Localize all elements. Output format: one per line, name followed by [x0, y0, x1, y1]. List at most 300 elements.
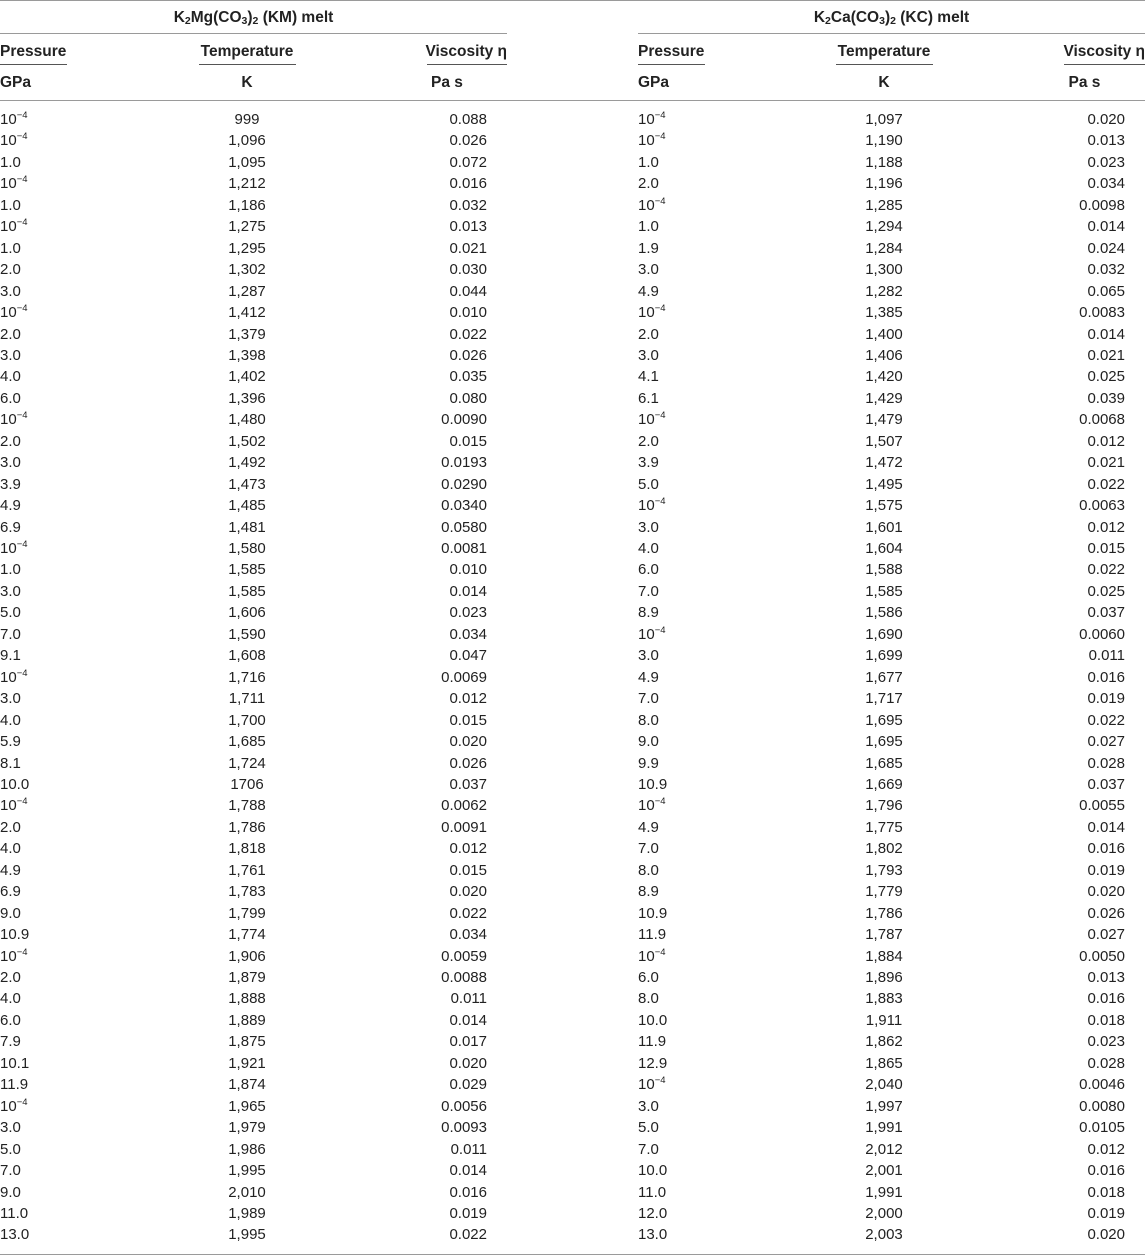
pressure-cell: $10^{-4}$ [0, 796, 28, 815]
pressure-cell: 1.0 [638, 218, 659, 236]
temperature-header: Temperature [200, 43, 294, 60]
pressure-cell: 10.0 [638, 1011, 668, 1029]
viscosity-cell: 0.0059 [441, 947, 487, 965]
viscosity-cell: 0.027 [1087, 733, 1125, 751]
pressure-header: Pressure [638, 43, 705, 60]
pressure-cell: $10^{-4}$ [638, 195, 666, 214]
temperature-cell: 1,700 [228, 711, 266, 729]
temperature-cell: 1,875 [228, 1033, 266, 1051]
viscosity-cell: 0.017 [449, 1033, 487, 1051]
pressure-cell: 6.1 [638, 389, 659, 407]
viscosity-cell: 0.029 [449, 1076, 487, 1094]
pressure-header: Pressure [0, 43, 67, 60]
pressure-cell: 1.9 [638, 239, 659, 257]
viscosity-cell: 0.037 [1087, 604, 1125, 622]
viscosity-cell: 0.022 [449, 1226, 487, 1244]
viscosity-cell: 0.021 [1087, 346, 1125, 364]
viscosity-header-underline [1064, 64, 1145, 65]
viscosity-cell: 0.0056 [441, 1097, 487, 1115]
temperature-cell: 1,802 [865, 840, 903, 858]
viscosity-cell: 0.019 [1087, 861, 1125, 879]
viscosity-cell: 0.020 [449, 733, 487, 751]
pressure-cell: 7.0 [638, 582, 659, 600]
viscosity-cell: 0.018 [1087, 1011, 1125, 1029]
viscosity-cell: 0.021 [1087, 454, 1125, 472]
pressure-cell: 5.0 [0, 604, 21, 622]
viscosity-cell: 0.019 [1087, 1204, 1125, 1222]
viscosity-cell: 0.0069 [441, 668, 487, 686]
temperature-cell: 1,690 [865, 625, 903, 643]
temperature-cell: 1,991 [865, 1119, 903, 1137]
viscosity-cell: 0.0055 [1079, 797, 1125, 815]
temperature-header-underline [836, 64, 933, 65]
temperature-cell: 1,492 [228, 454, 266, 472]
pressure-cell: 1.0 [0, 196, 21, 214]
viscosity-cell: 0.022 [1087, 561, 1125, 579]
viscosity-unit: Pa s [431, 74, 463, 91]
viscosity-cell: 0.012 [449, 840, 487, 858]
viscosity-cell: 0.014 [449, 582, 487, 600]
temperature-cell: 1,796 [865, 797, 903, 815]
temperature-cell: 1,896 [865, 969, 903, 986]
pressure-cell: 2.0 [0, 325, 21, 343]
temperature-cell: 1,783 [228, 883, 266, 901]
pressure-cell: 3.0 [0, 282, 21, 300]
pressure-cell: 9.0 [638, 733, 659, 751]
pressure-cell: $10^{-4}$ [638, 410, 666, 429]
viscosity-cell: 0.013 [449, 218, 487, 236]
temperature-cell: 1,285 [865, 196, 903, 214]
pressure-cell: 3.9 [0, 475, 21, 493]
pressure-cell: 11.9 [638, 1033, 667, 1051]
pressure-cell: 7.0 [0, 1162, 21, 1180]
viscosity-cell: 0.024 [1087, 239, 1125, 257]
viscosity-cell: 0.026 [449, 346, 487, 364]
temperature-cell: 1,097 [865, 111, 903, 128]
temperature-cell: 1,989 [228, 1204, 266, 1222]
viscosity-cell: 0.026 [449, 132, 487, 150]
viscosity-cell: 0.018 [1087, 1183, 1125, 1201]
temperature-cell: 1,188 [865, 153, 903, 171]
viscosity-cell: 0.0105 [1079, 1119, 1125, 1137]
temperature-cell: 1,590 [228, 625, 266, 643]
pressure-cell: 7.0 [638, 690, 659, 708]
temperature-cell: 1,986 [228, 1140, 266, 1158]
pressure-cell: 7.0 [638, 840, 659, 858]
pressure-cell: 4.9 [638, 282, 659, 300]
pressure-cell: 11.9 [0, 1076, 29, 1094]
temperature-cell: 1,502 [228, 432, 266, 450]
table-title-1: $K_2Mg(CO_3)_2$ (KM) melt [173, 9, 334, 27]
temperature-cell: 1,095 [228, 153, 266, 171]
pressure-cell: 3.0 [0, 690, 21, 708]
pressure-cell: 3.9 [638, 454, 659, 472]
temperature-cell: 1,212 [228, 175, 266, 193]
temperature-cell: 1,669 [865, 775, 903, 793]
temperature-cell: 1,995 [228, 1162, 266, 1180]
viscosity-cell: 0.015 [449, 711, 487, 729]
title-rule-2 [638, 33, 1145, 34]
pressure-unit: GPa [0, 74, 32, 91]
pressure-cell: 2.0 [638, 325, 659, 343]
temperature-cell: 1,921 [228, 1054, 266, 1072]
bottom-rule [0, 1254, 1145, 1255]
temperature-cell: 1,717 [865, 690, 903, 708]
viscosity-cell: 0.0098 [1079, 196, 1125, 214]
temperature-cell: 2,012 [865, 1140, 903, 1158]
temperature-cell: 1,585 [865, 582, 903, 600]
viscosity-cell: 0.034 [449, 625, 487, 643]
viscosity-cell: 0.013 [1087, 132, 1125, 150]
viscosity-cell: 0.013 [1087, 969, 1125, 986]
viscosity-cell: 0.044 [449, 282, 487, 300]
pressure-cell: 4.0 [0, 711, 21, 729]
pressure-cell: 11.0 [638, 1183, 667, 1201]
pressure-cell: 3.0 [0, 582, 21, 600]
temperature-cell: 1,685 [228, 733, 266, 751]
viscosity-cell: 0.026 [1087, 904, 1125, 922]
viscosity-cell: 0.012 [1087, 432, 1125, 450]
viscosity-cell: 0.012 [1087, 1140, 1125, 1158]
pressure-cell: 2.0 [638, 175, 659, 193]
pressure-cell: 6.0 [638, 969, 659, 986]
temperature-cell: 1,906 [228, 947, 266, 965]
pressure-cell: 3.0 [638, 647, 659, 665]
pressure-cell: 4.0 [638, 540, 659, 557]
pressure-cell: 13.0 [0, 1226, 30, 1244]
temperature-cell: 1,699 [865, 647, 903, 665]
viscosity-cell: 0.030 [449, 261, 487, 279]
temperature-header: Temperature [837, 43, 931, 60]
pressure-cell: $10^{-4}$ [638, 131, 666, 150]
pressure-cell: 5.9 [0, 733, 21, 751]
pressure-cell: $10^{-4}$ [0, 1096, 28, 1115]
temperature-cell: 1,284 [865, 239, 903, 257]
viscosity-cell: 0.034 [449, 926, 487, 944]
temperature-cell: 1,911 [865, 1011, 903, 1029]
pressure-cell: 4.0 [0, 840, 21, 858]
temperature-cell: 1,402 [228, 368, 266, 386]
temperature-cell: 1,695 [865, 711, 903, 729]
viscosity-cell: 0.0062 [441, 797, 487, 815]
pressure-cell: 10.9 [638, 904, 668, 922]
temperature-cell: 1,997 [865, 1097, 903, 1115]
temperature-cell: 1,412 [228, 304, 266, 322]
temperature-cell: 1,585 [228, 561, 266, 579]
pressure-cell: 9.1 [0, 647, 21, 665]
temperature-cell: 1,473 [228, 475, 266, 493]
temperature-cell: 1,991 [865, 1183, 903, 1201]
pressure-cell: 3.0 [0, 1119, 21, 1137]
temperature-cell: 1706 [230, 775, 264, 793]
viscosity-cell: 0.0063 [1079, 497, 1125, 515]
viscosity-cell: 0.035 [449, 368, 487, 386]
pressure-cell: 6.0 [638, 561, 659, 579]
pressure-cell: 2.0 [638, 432, 659, 450]
pressure-cell: 10.9 [638, 775, 668, 793]
pressure-cell: $10^{-4}$ [0, 110, 28, 128]
temperature-cell: 1,995 [228, 1226, 266, 1244]
pressure-cell: 8.9 [638, 604, 659, 622]
temperature-cell: 1,716 [228, 668, 266, 686]
viscosity-cell: 0.026 [449, 754, 487, 772]
viscosity-cell: 0.0090 [441, 411, 487, 429]
temperature-cell: 1,786 [228, 818, 266, 836]
pressure-cell: 8.0 [638, 861, 659, 879]
temperature-cell: 1,495 [865, 475, 903, 493]
pressure-cell: 4.0 [0, 990, 21, 1008]
viscosity-cell: 0.028 [1087, 1054, 1125, 1072]
pressure-cell: 8.1 [0, 754, 21, 772]
viscosity-cell: 0.0340 [441, 497, 487, 515]
viscosity-cell: 0.015 [449, 861, 487, 879]
viscosity-cell: 0.019 [1087, 690, 1125, 708]
viscosity-cell: 0.010 [449, 561, 487, 579]
pressure-header-underline [638, 64, 705, 65]
pressure-cell: 10.0 [638, 1162, 668, 1180]
viscosity-cell: 0.020 [1087, 111, 1125, 128]
temperature-cell: 1,190 [865, 132, 903, 150]
viscosity-cell: 0.023 [1087, 1033, 1125, 1051]
viscosity-cell: 0.014 [449, 1162, 487, 1180]
pressure-cell: 5.0 [0, 1140, 21, 1158]
pressure-cell: 9.0 [0, 904, 21, 922]
viscosity-cell: 0.0046 [1079, 1076, 1125, 1094]
temperature-cell: 1,761 [228, 861, 266, 879]
viscosity-cell: 0.025 [1087, 582, 1125, 600]
pressure-cell: 6.9 [0, 883, 21, 901]
viscosity-cell: 0.0093 [441, 1119, 487, 1137]
viscosity-cell: 0.034 [1087, 175, 1125, 193]
viscosity-header-underline [427, 64, 507, 65]
temperature-cell: 1,379 [228, 325, 266, 343]
temperature-cell: 1,287 [228, 282, 266, 300]
viscosity-cell: 0.011 [450, 990, 487, 1008]
temperature-cell: 1,580 [228, 540, 266, 557]
temperature-cell: 1,884 [865, 947, 903, 965]
temperature-cell: 1,879 [228, 969, 266, 986]
pressure-cell: 9.9 [638, 754, 659, 772]
pressure-cell: 8.0 [638, 711, 659, 729]
viscosity-cell: 0.025 [1087, 368, 1125, 386]
temperature-unit: K [878, 74, 890, 91]
temperature-cell: 2,040 [865, 1076, 903, 1094]
table-title-2: $K_2Ca(CO_3)_2$ (KC) melt [813, 9, 970, 27]
pressure-cell: 6.9 [0, 518, 21, 536]
viscosity-cell: 0.010 [449, 304, 487, 322]
pressure-cell: $10^{-4}$ [638, 624, 666, 643]
viscosity-cell: 0.022 [1087, 475, 1125, 493]
viscosity-cell: 0.023 [449, 604, 487, 622]
pressure-cell: 2.0 [0, 818, 21, 836]
viscosity-cell: 0.012 [449, 690, 487, 708]
temperature-cell: 1,787 [865, 926, 903, 944]
temperature-cell: 1,420 [865, 368, 903, 386]
pressure-cell: $10^{-4}$ [638, 946, 666, 965]
pressure-cell: 1.0 [0, 153, 21, 171]
temperature-cell: 1,507 [865, 432, 903, 450]
pressure-unit: GPa [638, 74, 670, 91]
viscosity-cell: 0.020 [1087, 883, 1125, 901]
pressure-header-underline [0, 64, 67, 65]
temperature-cell: 1,485 [228, 497, 266, 515]
temperature-cell: 1,788 [228, 797, 266, 815]
pressure-cell: $10^{-4}$ [0, 217, 28, 236]
pressure-cell: 6.0 [0, 389, 21, 407]
viscosity-cell: 0.011 [1088, 647, 1125, 665]
temperature-cell: 1,793 [865, 861, 903, 879]
viscosity-cell: 0.016 [1087, 1162, 1125, 1180]
pressure-cell: $10^{-4}$ [0, 539, 28, 557]
temperature-cell: 1,604 [865, 540, 903, 557]
temperature-cell: 999 [234, 111, 260, 128]
temperature-cell: 1,294 [865, 218, 903, 236]
pressure-cell: 9.0 [0, 1183, 21, 1201]
pressure-cell: 11.0 [0, 1204, 29, 1222]
viscosity-cell: 0.015 [1087, 540, 1125, 557]
temperature-cell: 1,480 [228, 411, 266, 429]
temperature-cell: 1,295 [228, 239, 266, 257]
temperature-cell: 1,883 [865, 990, 903, 1008]
temperature-cell: 1,608 [228, 647, 266, 665]
pressure-cell: 4.1 [638, 368, 659, 386]
pressure-cell: 3.0 [0, 454, 21, 472]
temperature-cell: 1,406 [865, 346, 903, 364]
viscosity-cell: 0.027 [1087, 926, 1125, 944]
pressure-cell: 2.0 [0, 432, 21, 450]
pressure-cell: 7.9 [0, 1033, 21, 1051]
temperature-cell: 1,601 [865, 518, 903, 536]
pressure-cell: 10.1 [0, 1054, 30, 1072]
pressure-cell: 1.0 [0, 561, 21, 579]
viscosity-cell: 0.080 [449, 389, 487, 407]
pressure-cell: 4.9 [0, 861, 21, 879]
viscosity-cell: 0.0080 [1079, 1097, 1125, 1115]
viscosity-cell: 0.0068 [1079, 411, 1125, 429]
viscosity-cell: 0.016 [449, 1183, 487, 1201]
viscosity-cell: 0.015 [449, 432, 487, 450]
viscosity-cell: 0.039 [1087, 389, 1125, 407]
temperature-cell: 1,979 [228, 1119, 266, 1137]
temperature-cell: 1,481 [228, 518, 266, 536]
pressure-cell: 5.0 [638, 1119, 659, 1137]
viscosity-cell: 0.014 [1087, 325, 1125, 343]
pressure-cell: $10^{-4}$ [0, 667, 28, 686]
viscosity-cell: 0.016 [449, 175, 487, 193]
temperature-cell: 1,479 [865, 411, 903, 429]
temperature-cell: 1,300 [865, 261, 903, 279]
temperature-cell: 1,818 [228, 840, 266, 858]
viscosity-cell: 0.014 [449, 1011, 487, 1029]
viscosity-cell: 0.088 [449, 111, 487, 128]
pressure-cell: $10^{-4}$ [0, 410, 28, 429]
pressure-cell: 6.0 [0, 1011, 21, 1029]
viscosity-cell: 0.022 [449, 325, 487, 343]
viscosity-cell: 0.014 [1087, 218, 1125, 236]
pressure-cell: 8.0 [638, 990, 659, 1008]
viscosity-cell: 0.032 [1087, 261, 1125, 279]
temperature-cell: 1,588 [865, 561, 903, 579]
pressure-cell: 3.0 [638, 1097, 659, 1115]
viscosity-cell: 0.0088 [441, 969, 487, 986]
temperature-cell: 1,429 [865, 389, 903, 407]
temperature-cell: 1,606 [228, 604, 266, 622]
pressure-cell: 4.0 [0, 368, 21, 386]
pressure-cell: 12.0 [638, 1204, 668, 1222]
pressure-cell: $10^{-4}$ [638, 796, 666, 815]
viscosity-cell: 0.0580 [441, 518, 487, 536]
temperature-cell: 1,685 [865, 754, 903, 772]
viscosity-cell: 0.0091 [441, 818, 487, 836]
temperature-cell: 1,786 [865, 904, 903, 922]
title-rule-1 [0, 33, 507, 34]
viscosity-cell: 0.065 [1087, 282, 1125, 300]
temperature-cell: 1,196 [865, 175, 903, 193]
temperature-cell: 1,774 [228, 926, 266, 944]
viscosity-cell: 0.0290 [441, 475, 487, 493]
temperature-cell: 2,000 [865, 1204, 903, 1222]
viscosity-cell: 0.0060 [1079, 625, 1125, 643]
pressure-cell: 7.0 [0, 625, 21, 643]
pressure-cell: 3.0 [638, 346, 659, 364]
temperature-cell: 1,275 [228, 218, 266, 236]
pressure-cell: $10^{-4}$ [638, 1075, 666, 1094]
pressure-cell: 5.0 [638, 475, 659, 493]
temperature-cell: 1,889 [228, 1011, 266, 1029]
pressure-cell: 2.0 [0, 261, 21, 279]
temperature-cell: 1,965 [228, 1097, 266, 1115]
pressure-cell: $10^{-4}$ [0, 946, 28, 965]
pressure-cell: $10^{-4}$ [0, 303, 28, 322]
temperature-cell: 1,302 [228, 261, 266, 279]
pressure-cell: 4.9 [0, 497, 21, 515]
temperature-cell: 1,396 [228, 389, 266, 407]
temperature-cell: 1,862 [865, 1033, 903, 1051]
viscosity-cell: 0.011 [450, 1140, 487, 1158]
viscosity-cell: 0.0081 [441, 540, 487, 557]
pressure-cell: 12.9 [638, 1054, 668, 1072]
pressure-cell: 4.9 [638, 818, 659, 836]
viscosity-cell: 0.022 [1087, 711, 1125, 729]
viscosity-cell: 0.028 [1087, 754, 1125, 772]
viscosity-cell: 0.022 [449, 904, 487, 922]
viscosity-cell: 0.037 [1087, 775, 1125, 793]
temperature-cell: 1,775 [865, 818, 903, 836]
viscosity-cell: 0.0083 [1079, 304, 1125, 322]
temperature-cell: 1,575 [865, 497, 903, 515]
viscosity-cell: 0.012 [1087, 518, 1125, 536]
temperature-cell: 1,711 [228, 690, 266, 708]
temperature-cell: 1,398 [228, 346, 266, 364]
temperature-cell: 1,585 [228, 582, 266, 600]
viscosity-cell: 0.014 [1087, 818, 1125, 836]
pressure-cell: 10.9 [0, 926, 30, 944]
pressure-cell: 11.9 [638, 926, 667, 944]
viscosity-cell: 0.020 [449, 1054, 487, 1072]
temperature-cell: 2,003 [865, 1226, 903, 1244]
pressure-cell: $10^{-4}$ [638, 110, 666, 128]
viscosity-unit: Pa s [1068, 74, 1101, 91]
temperature-header-underline [199, 64, 296, 65]
pressure-cell: $10^{-4}$ [638, 303, 666, 322]
temperature-cell: 1,874 [228, 1076, 266, 1094]
viscosity-cell: 0.0050 [1079, 947, 1125, 965]
pressure-cell: 3.0 [638, 518, 659, 536]
pressure-cell: 3.0 [638, 261, 659, 279]
viscosity-header: Viscosity η [425, 43, 507, 60]
viscosity-header: Viscosity η [1063, 43, 1145, 60]
viscosity-cell: 0.020 [449, 883, 487, 901]
